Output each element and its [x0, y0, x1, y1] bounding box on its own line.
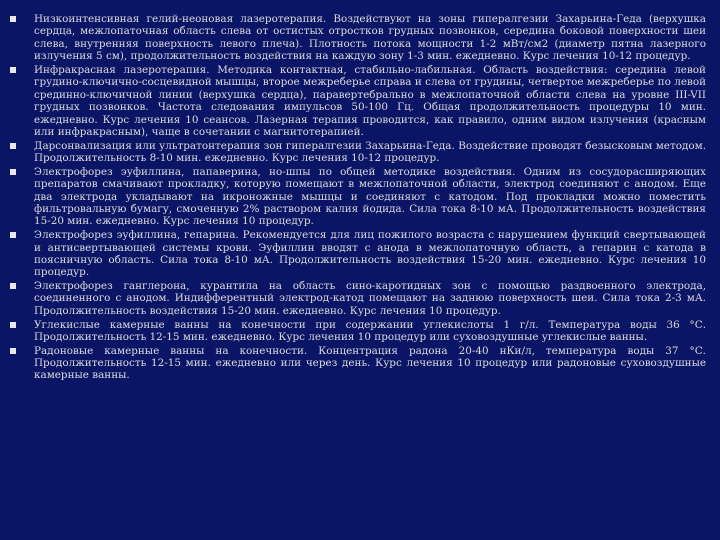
square-bullet-icon [10, 16, 16, 22]
bullet-list [10, 13, 706, 382]
list-item [10, 345, 706, 382]
list-item-text: Электрофорез ганглерона, курантила на область сино-каротидных зон с помощью раздвоенного электрода, соединенного с анодом. Индифферентный электрод-катод помещают на заднюю поверхность шеи. Сила тока 2-3 мА. Продолжительность воздействия 15-20 мин. ежедневно. Курс лечения 10 процедур. [34, 280, 706, 317]
square-bullet-icon [10, 322, 16, 328]
list-item-text: Радоновые камерные ванны на конечности. Концентрация радона 20-40 нКи/л, температура воды 37 °С. Продолжительность 12-15 мин. ежедневно или через день. Курс лечения 10 процедур или радоновые суховоздушные камерные ванны. [34, 344, 706, 382]
list-item [10, 229, 706, 279]
square-bullet-icon [10, 169, 16, 175]
list-item [10, 166, 706, 228]
list-item-text: Инфракрасная лазеротерапия. Методика контактная, стабильно-лабильная. Область воздействия: середина левой грудино-ключично-сосцевидной мышцы, второе межреберье справа и слева от грудины, четвертое межреберье по левой срединно-ключичной линии (верхушка сердца), паравертебрально в межлопаточной области слева на уровне III-VII грудных позвонков. Частота следования импульсов 50-100 Гц. Общая продолжительность процедуры 10 мин. ежедневно. Курс лечения 10 сеансов. Лазерная терапия проводится, как правило, одним видом излучения (красным или инфракрасным), чаще в сочетании с магнитотерапией. [34, 63, 706, 138]
list-item-text: Электрофорез эуфиллина, папаверина, но-шпы по общей методике воздействия. Одним из сосудорасширяющих препаратов смачивают прокладку, которую помещают в межлопаточной области, электрод соединяют с анодом. Еще два электрода укладывают на икроножные мышцы и соединяют с катодом. Под прокладки можно поместить фильтровальную бумагу, смоченную 2% раствором калия йодида. Сила тока 8-10 мА. Продолжительность воздействия 15-20 мин. ежедневно. Курс лечения 10 процедур. [34, 165, 706, 228]
list-item-text: Электрофорез эуфиллина, гепарина. Рекомендуется для лиц пожилого возраста с нарушением функций свертывающей и антисвертывающей системы крови. Эуфиллин вводят с анода в межлопаточную область, а гепарин с катода в поясничную область. Сила тока 8-10 мА. Продолжительность воздействия 15-20 мин. ежедневно. Курс лечения 10 процедур. [34, 229, 706, 279]
square-bullet-icon [10, 232, 16, 238]
list-item [10, 319, 706, 344]
list-item [10, 64, 706, 138]
list-item-text: Низкоинтенсивная гелий-неоновая лазеротерапия. Воздействуют на зоны гипералгезии Захарьина-Геда (верхушка сердца, межлопаточная область слева от остистых отростков грудных позвонков, середина боковой поверхности шеи слева, внутренняя поверхность левого плеча). Плотность потока мощности 1-2 мВт/см2 (диаметр пятна лазерного излучения 5 см), продолжительность воздействия на каждую зону 1-3 мин. ежедневно. Курс лечения 10-12 процедур. [34, 13, 706, 63]
square-bullet-icon [10, 348, 16, 354]
list-item-text: Дарсонвализация или ультратонтерапия зон гипералгезии Захарьина-Геда. Воздействие проводят безысковым методом. Продолжительность 8-10 мин. ежедневно. Курс лечения 10-12 процедур. [34, 139, 706, 165]
square-bullet-icon [10, 143, 16, 149]
square-bullet-icon [10, 67, 16, 73]
square-bullet-icon [10, 283, 16, 289]
list-item [10, 280, 706, 317]
list-item [10, 140, 706, 165]
list-item [10, 13, 706, 63]
list-item-text: Углекислые камерные ванны на конечности при содержании углекислоты 1 г/л. Температура воды 36 °С. Продолжительность 12-15 мин. ежедневно. Курс лечения 10 процедур или суховоздушные углекислые ванны. [34, 318, 706, 343]
